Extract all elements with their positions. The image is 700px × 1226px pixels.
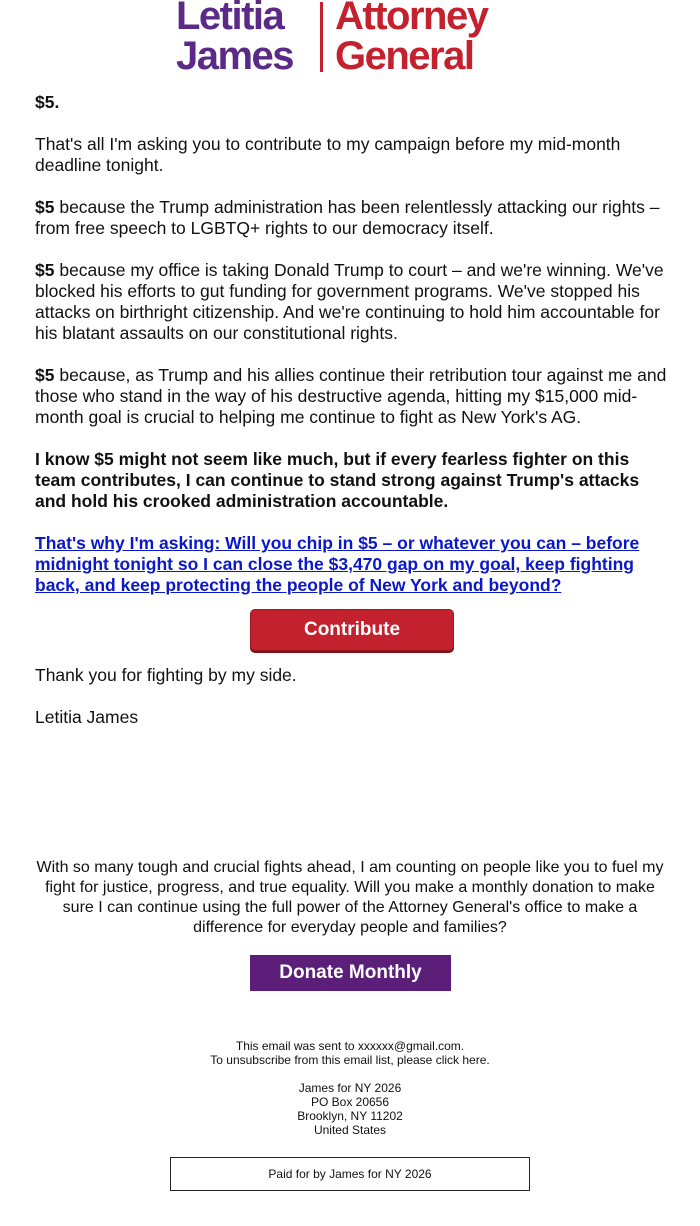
campaign-logo [0, 0, 700, 78]
paragraph-ask: That's all I'm asking you to contribute to my campaign before my mid-month deadline tonight. [35, 134, 621, 175]
unsubscribe-link[interactable]: To unsubscribe from this email list, please click here. [210, 1053, 490, 1067]
paragraph-fighter [35, 449, 669, 512]
logo-name-line1: Letitia [176, 0, 284, 38]
legal-footer [0, 1039, 700, 1137]
contribute-button-wrap [35, 609, 669, 651]
signature: Letitia James [35, 707, 139, 727]
address-line4: United States [313, 1123, 387, 1137]
paragraph-rights [35, 197, 669, 239]
donate-monthly-button[interactable]: Donate Monthly [250, 955, 451, 991]
paid-for-disclaimer: Paid for by James for NY 2026 [170, 1157, 530, 1191]
logo-title-line1: Attorney [335, 0, 488, 38]
amount-heading: $5. [35, 92, 60, 112]
sent-to-line [0, 1039, 700, 1053]
thanks-text: Thank you for fighting by my side. [35, 665, 297, 685]
amount-bold: $5 [35, 197, 55, 217]
paragraph-text: because my office is taking Donald Trump to court – and we're winning. We've blocked his efforts to gut funding for government programs. We've stopped his attacks on birthright citizenship. And we're continuing to hold him accountable for his blatant assaults on our constitutional rights. [35, 260, 664, 343]
amount-bold: $5 [35, 365, 55, 385]
paragraph-text: because the Trump administration has been relentlessly attacking our rights – from free speech to LGBTQ+ rights to our democracy itself. [35, 197, 660, 238]
address-line1: James for NY 2026 [298, 1081, 402, 1095]
address-line2: PO Box 20656 [310, 1095, 390, 1109]
amount-bold: $5 [35, 260, 55, 280]
cta-link[interactable]: That's why I'm asking: Will you chip in $5 – or whatever you can – before midnight tonight so I can close the $3,470 gap on my goal, keep fighting back, and keep protecting the people of New York and beyond? [35, 533, 640, 595]
logo-name [176, 0, 316, 76]
logo-name-line2: James [176, 34, 294, 78]
logo-divider [320, 2, 323, 72]
sent-to-prefix: This email was sent to [235, 1039, 358, 1053]
monthly-donation-message: With so many tough and crucial fights ahead, I am counting on people like you to fuel my fight for justice, progress, and true equality. Will you make a monthly donation to make sure I can continue using the full power of the Attorney General's office to make a difference for everyday people and families? [36, 859, 664, 936]
recipient-email-link[interactable]: xxxxxx@gmail.com [357, 1039, 461, 1053]
paragraph-amount [35, 92, 669, 113]
address-line3: Brooklyn, NY 11202 [297, 1109, 403, 1123]
paragraph-text: because, as Trump and his allies continue their retribution tour against me and those who stand in the way of his destructive agenda, hitting my $15,000 mid-month goal is crucial to helping me continue to fight as New York's AG. [35, 365, 667, 427]
contribute-button[interactable]: Contribute [250, 609, 454, 651]
logo-title [335, 0, 555, 76]
paragraph-court [35, 260, 669, 344]
paragraph-cta [35, 533, 669, 596]
paragraph-goal [35, 365, 669, 428]
bold-paragraph-text: I know $5 might not seem like much, but if every fearless fighter on this team contributes, I can continue to stand strong against Trump's attacks and hold his crooked administration accountable. [35, 449, 640, 511]
email-body [35, 92, 669, 749]
logo-title-line2: General [335, 34, 474, 78]
sent-to-suffix: . [460, 1039, 465, 1053]
